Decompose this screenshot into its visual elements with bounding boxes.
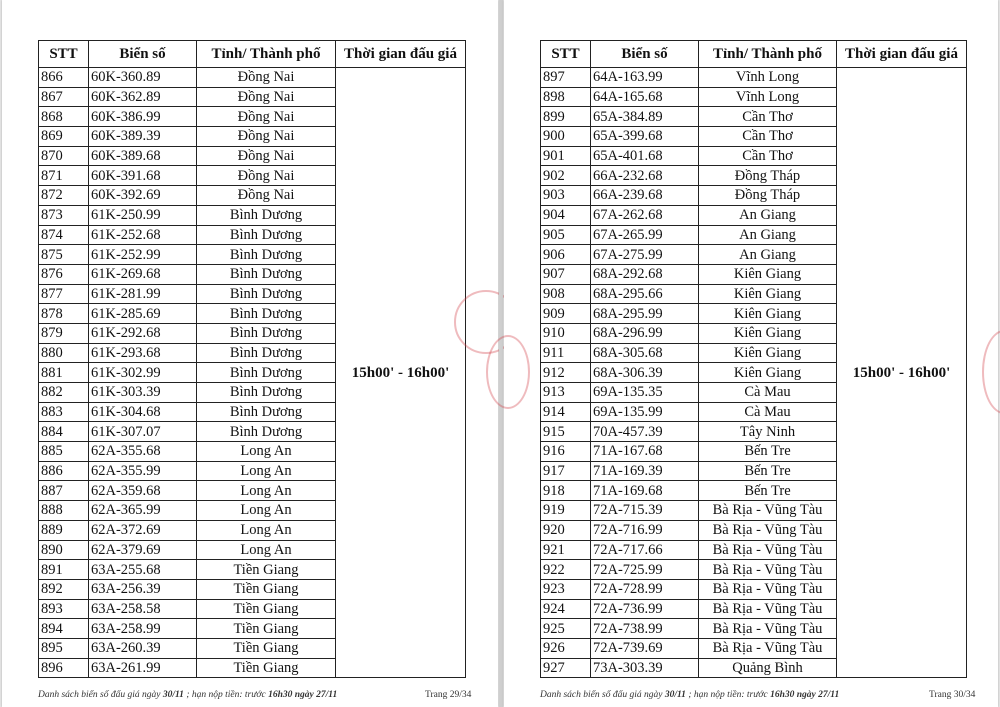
footer-deadline: 16h30 ngày 27/11	[268, 690, 338, 700]
cell-province: Long An	[197, 442, 336, 462]
table-header-row	[541, 41, 967, 68]
header-time: Thời gian đấu giá	[837, 41, 967, 68]
cell-province: Kiên Giang	[699, 323, 837, 343]
cell-plate: 72A-739.69	[591, 638, 699, 658]
footer-date: 30/11	[162, 690, 184, 700]
cell-province: Bình Dương	[197, 323, 336, 343]
cell-plate: 73A-303.39	[591, 658, 699, 678]
cell-province: Đồng Nai	[197, 87, 336, 107]
cell-province: Bình Dương	[197, 264, 336, 284]
cell-province: Vĩnh Long	[699, 87, 837, 107]
footer-deadline: 16h30 ngày 27/11	[770, 690, 840, 700]
cell-province: Bình Dương	[197, 304, 336, 324]
document-page-left	[2, 0, 498, 707]
cell-province: Kiên Giang	[699, 363, 837, 383]
footer-middle: ; hạn nộp tiền: trước	[685, 690, 771, 700]
cell-stt: 913	[541, 383, 591, 403]
cell-stt: 900	[541, 127, 591, 147]
cell-province: Tiền Giang	[197, 638, 336, 658]
cell-province: Bình Dương	[197, 402, 336, 422]
cell-plate: 69A-135.99	[591, 402, 699, 422]
cell-province: Cần Thơ	[699, 146, 837, 166]
footer-note-left	[38, 690, 337, 700]
cell-plate: 66A-232.68	[591, 166, 699, 186]
cell-province: Kiên Giang	[699, 264, 837, 284]
cell-stt: 872	[39, 186, 89, 206]
cell-province: Tiền Giang	[197, 658, 336, 678]
cell-stt: 918	[541, 481, 591, 501]
cell-plate: 72A-715.39	[591, 501, 699, 521]
cell-plate: 65A-401.68	[591, 146, 699, 166]
cell-province: Long An	[197, 481, 336, 501]
cell-province: Đồng Nai	[197, 107, 336, 127]
cell-province: Bà Rịa - Vũng Tàu	[699, 619, 837, 639]
cell-province: Tiền Giang	[197, 560, 336, 580]
cell-stt: 922	[541, 560, 591, 580]
red-stamp-seal	[982, 330, 1000, 414]
cell-province: Long An	[197, 520, 336, 540]
cell-plate: 62A-359.68	[89, 481, 197, 501]
cell-stt: 903	[541, 186, 591, 206]
cell-province: Bà Rịa - Vũng Tàu	[699, 599, 837, 619]
cell-province: Bình Dương	[197, 284, 336, 304]
cell-stt: 912	[541, 363, 591, 383]
cell-plate: 63A-260.39	[89, 638, 197, 658]
cell-province: Bà Rịa - Vũng Tàu	[699, 560, 837, 580]
cell-stt: 876	[39, 264, 89, 284]
cell-stt: 889	[39, 520, 89, 540]
red-stamp-seal	[486, 335, 530, 409]
cell-stt: 886	[39, 461, 89, 481]
cell-province: Tây Ninh	[699, 422, 837, 442]
cell-plate: 61K-304.68	[89, 402, 197, 422]
table-row	[39, 68, 466, 88]
cell-province: Bình Dương	[197, 422, 336, 442]
cell-stt: 907	[541, 264, 591, 284]
cell-plate: 63A-261.99	[89, 658, 197, 678]
cell-province: Đồng Nai	[197, 186, 336, 206]
cell-plate: 68A-296.99	[591, 323, 699, 343]
cell-plate: 65A-384.89	[591, 107, 699, 127]
plates-table-right	[540, 40, 967, 678]
cell-stt: 887	[39, 481, 89, 501]
footer-date: 30/11	[664, 690, 686, 700]
cell-plate: 61K-292.68	[89, 323, 197, 343]
cell-plate: 64A-165.68	[591, 87, 699, 107]
cell-stt: 884	[39, 422, 89, 442]
cell-plate: 60K-360.89	[89, 68, 197, 88]
cell-province: Kiên Giang	[699, 284, 837, 304]
cell-province: Đồng Nai	[197, 127, 336, 147]
cell-plate: 72A-716.99	[591, 520, 699, 540]
footer-prefix: Danh sách biển số đấu giá ngày	[38, 690, 163, 700]
cell-stt: 883	[39, 402, 89, 422]
cell-province: Long An	[197, 540, 336, 560]
cell-stt: 898	[541, 87, 591, 107]
footer-middle: ; hạn nộp tiền: trước	[183, 690, 269, 700]
cell-province: Bình Dương	[197, 245, 336, 265]
cell-plate: 70A-457.39	[591, 422, 699, 442]
header-province: Tỉnh/ Thành phố	[197, 41, 336, 68]
cell-province: Cần Thơ	[699, 127, 837, 147]
cell-province: Kiên Giang	[699, 343, 837, 363]
cell-province: Bình Dương	[197, 343, 336, 363]
cell-plate: 61K-307.07	[89, 422, 197, 442]
cell-stt: 904	[541, 205, 591, 225]
cell-stt: 868	[39, 107, 89, 127]
cell-province: Bình Dương	[197, 383, 336, 403]
page-number-left: Trang 29/34	[425, 690, 472, 700]
cell-plate: 67A-262.68	[591, 205, 699, 225]
cell-plate: 61K-281.99	[89, 284, 197, 304]
cell-province: Bến Tre	[699, 481, 837, 501]
cell-stt: 910	[541, 323, 591, 343]
cell-stt: 875	[39, 245, 89, 265]
cell-stt: 917	[541, 461, 591, 481]
cell-plate: 60K-389.39	[89, 127, 197, 147]
cell-plate: 64A-163.99	[591, 68, 699, 88]
cell-stt: 869	[39, 127, 89, 147]
cell-stt: 909	[541, 304, 591, 324]
cell-stt: 877	[39, 284, 89, 304]
cell-plate: 61K-250.99	[89, 205, 197, 225]
cell-stt: 894	[39, 619, 89, 639]
cell-stt: 891	[39, 560, 89, 580]
cell-plate: 69A-135.35	[591, 383, 699, 403]
cell-stt: 915	[541, 422, 591, 442]
cell-plate: 60K-386.99	[89, 107, 197, 127]
cell-stt: 919	[541, 501, 591, 521]
cell-stt: 871	[39, 166, 89, 186]
cell-province: Kiên Giang	[699, 304, 837, 324]
cell-stt: 890	[39, 540, 89, 560]
cell-province: Tiền Giang	[197, 619, 336, 639]
cell-province: Bình Dương	[197, 205, 336, 225]
cell-plate: 61K-269.68	[89, 264, 197, 284]
cell-stt: 866	[39, 68, 89, 88]
cell-stt: 916	[541, 442, 591, 462]
cell-stt: 885	[39, 442, 89, 462]
cell-plate: 71A-169.68	[591, 481, 699, 501]
cell-stt: 870	[39, 146, 89, 166]
cell-stt: 905	[541, 225, 591, 245]
cell-plate: 71A-169.39	[591, 461, 699, 481]
cell-province: Bến Tre	[699, 442, 837, 462]
cell-province: Bến Tre	[699, 461, 837, 481]
cell-province: Quảng Bình	[699, 658, 837, 678]
footer-prefix: Danh sách biển số đấu giá ngày	[540, 690, 665, 700]
page-number-right: Trang 30/34	[929, 690, 976, 700]
cell-plate: 67A-275.99	[591, 245, 699, 265]
cell-plate: 68A-306.39	[591, 363, 699, 383]
cell-plate: 62A-355.68	[89, 442, 197, 462]
cell-province: Bình Dương	[197, 225, 336, 245]
cell-plate: 61K-302.99	[89, 363, 197, 383]
cell-province: Bà Rịa - Vũng Tàu	[699, 579, 837, 599]
plates-table-left	[38, 40, 466, 678]
footer-note-right	[540, 690, 839, 700]
cell-stt: 888	[39, 501, 89, 521]
cell-stt: 911	[541, 343, 591, 363]
cell-plate: 72A-738.99	[591, 619, 699, 639]
cell-plate: 60K-392.69	[89, 186, 197, 206]
cell-stt: 892	[39, 579, 89, 599]
cell-stt: 906	[541, 245, 591, 265]
header-stt: STT	[39, 41, 89, 68]
cell-plate: 68A-305.68	[591, 343, 699, 363]
cell-province: Bà Rịa - Vũng Tàu	[699, 638, 837, 658]
cell-stt: 897	[541, 68, 591, 88]
header-plate: Biển số	[89, 41, 197, 68]
cell-plate: 72A-728.99	[591, 579, 699, 599]
cell-plate: 62A-355.99	[89, 461, 197, 481]
table-row	[541, 68, 967, 88]
cell-province: Long An	[197, 501, 336, 521]
cell-stt: 925	[541, 619, 591, 639]
cell-province: Đồng Nai	[197, 166, 336, 186]
cell-stt: 920	[541, 520, 591, 540]
cell-province: Bình Dương	[197, 363, 336, 383]
cell-stt: 914	[541, 402, 591, 422]
document-page-right	[504, 0, 998, 707]
cell-stt: 921	[541, 540, 591, 560]
cell-stt: 867	[39, 87, 89, 107]
cell-plate: 67A-265.99	[591, 225, 699, 245]
cell-plate: 61K-293.68	[89, 343, 197, 363]
cell-plate: 61K-252.99	[89, 245, 197, 265]
cell-stt: 902	[541, 166, 591, 186]
cell-plate: 71A-167.68	[591, 442, 699, 462]
cell-plate: 62A-365.99	[89, 501, 197, 521]
cell-stt: 882	[39, 383, 89, 403]
cell-stt: 908	[541, 284, 591, 304]
cell-plate: 62A-372.69	[89, 520, 197, 540]
cell-province: Tiền Giang	[197, 579, 336, 599]
cell-stt: 878	[39, 304, 89, 324]
cell-plate: 68A-295.99	[591, 304, 699, 324]
header-time: Thời gian đấu giá	[336, 41, 466, 68]
cell-plate: 63A-255.68	[89, 560, 197, 580]
cell-province: An Giang	[699, 205, 837, 225]
cell-plate: 63A-256.39	[89, 579, 197, 599]
cell-stt: 924	[541, 599, 591, 619]
cell-province: An Giang	[699, 225, 837, 245]
cell-plate: 72A-736.99	[591, 599, 699, 619]
header-province: Tỉnh/ Thành phố	[699, 41, 837, 68]
cell-stt: 899	[541, 107, 591, 127]
cell-plate: 68A-295.66	[591, 284, 699, 304]
cell-stt: 874	[39, 225, 89, 245]
cell-province: Cà Mau	[699, 402, 837, 422]
cell-stt: 926	[541, 638, 591, 658]
cell-plate: 68A-292.68	[591, 264, 699, 284]
cell-province: Long An	[197, 461, 336, 481]
cell-plate: 60K-362.89	[89, 87, 197, 107]
cell-time-slot: 15h00' - 16h00'	[336, 68, 466, 678]
cell-province: Vĩnh Long	[699, 68, 837, 88]
cell-province: Đồng Nai	[197, 68, 336, 88]
cell-plate: 61K-252.68	[89, 225, 197, 245]
cell-plate: 60K-389.68	[89, 146, 197, 166]
cell-plate: 66A-239.68	[591, 186, 699, 206]
cell-province: Bà Rịa - Vũng Tàu	[699, 540, 837, 560]
cell-province: Cần Thơ	[699, 107, 837, 127]
cell-time-slot: 15h00' - 16h00'	[837, 68, 967, 678]
cell-plate: 61K-285.69	[89, 304, 197, 324]
cell-plate: 63A-258.99	[89, 619, 197, 639]
cell-plate: 63A-258.58	[89, 599, 197, 619]
cell-plate: 72A-717.66	[591, 540, 699, 560]
cell-plate: 72A-725.99	[591, 560, 699, 580]
cell-province: Đồng Nai	[197, 146, 336, 166]
cell-stt: 895	[39, 638, 89, 658]
table-header-row	[39, 41, 466, 68]
cell-stt: 880	[39, 343, 89, 363]
cell-plate: 61K-303.39	[89, 383, 197, 403]
cell-stt: 901	[541, 146, 591, 166]
cell-stt: 893	[39, 599, 89, 619]
header-plate: Biển số	[591, 41, 699, 68]
cell-plate: 65A-399.68	[591, 127, 699, 147]
cell-stt: 896	[39, 658, 89, 678]
cell-plate: 62A-379.69	[89, 540, 197, 560]
cell-stt: 923	[541, 579, 591, 599]
header-stt: STT	[541, 41, 591, 68]
cell-province: Đồng Tháp	[699, 166, 837, 186]
cell-stt: 873	[39, 205, 89, 225]
cell-stt: 881	[39, 363, 89, 383]
cell-province: Tiền Giang	[197, 599, 336, 619]
cell-province: Bà Rịa - Vũng Tàu	[699, 520, 837, 540]
cell-plate: 60K-391.68	[89, 166, 197, 186]
cell-province: Bà Rịa - Vũng Tàu	[699, 501, 837, 521]
cell-province: Đồng Tháp	[699, 186, 837, 206]
cell-stt: 927	[541, 658, 591, 678]
cell-province: Cà Mau	[699, 383, 837, 403]
cell-province: An Giang	[699, 245, 837, 265]
cell-stt: 879	[39, 323, 89, 343]
